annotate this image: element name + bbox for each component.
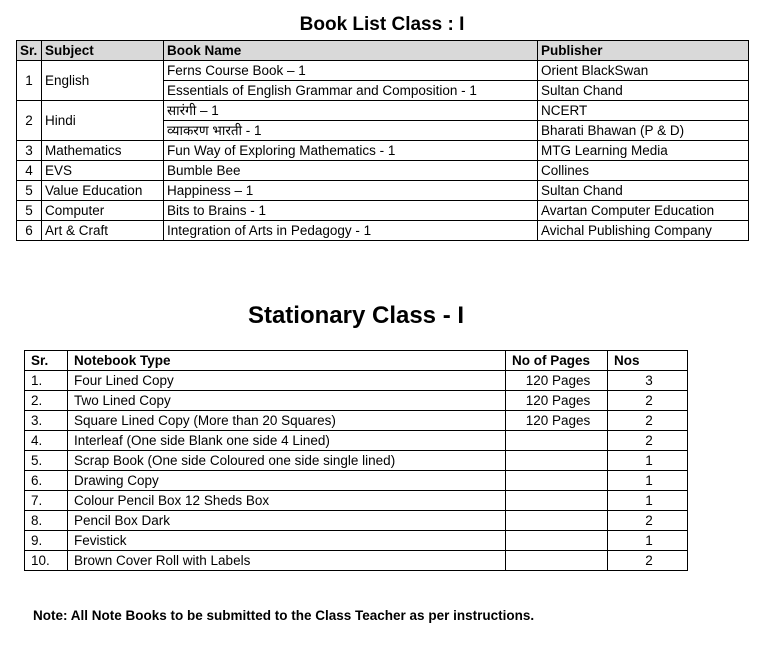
stationary-pages: 120 Pages [506, 391, 608, 411]
book-sr: 2 [17, 101, 42, 141]
stationary-pages: 120 Pages [506, 371, 608, 391]
stationary-row [25, 391, 688, 411]
book-row [17, 221, 749, 241]
book-row [17, 141, 749, 161]
stationary-nos: 3 [608, 371, 688, 391]
stationary-notebook-type: Scrap Book (One side Coloured one side single lined) [68, 451, 506, 471]
stationary-nos: 2 [608, 551, 688, 571]
book-sr: 1 [17, 61, 42, 101]
stationary-row [25, 491, 688, 511]
book-row [17, 101, 749, 121]
book-name: Integration of Arts in Pedagogy - 1 [164, 221, 538, 241]
book-name: Bits to Brains - 1 [164, 201, 538, 221]
book-name: सारंगी – 1 [164, 101, 538, 121]
book-row [17, 161, 749, 181]
stationary-sr: 2. [25, 391, 68, 411]
header-sr: Sr. [17, 41, 42, 61]
stationary-pages [506, 431, 608, 451]
book-publisher: Avartan Computer Education [538, 201, 749, 221]
book-row [17, 61, 749, 81]
book-name: Ferns Course Book – 1 [164, 61, 538, 81]
stationary-nos: 1 [608, 491, 688, 511]
book-publisher: Sultan Chand [538, 181, 749, 201]
book-subject: English [42, 61, 164, 101]
stationary-table [24, 350, 688, 571]
book-name: Happiness – 1 [164, 181, 538, 201]
book-publisher: NCERT [538, 101, 749, 121]
stationary-sr: 8. [25, 511, 68, 531]
book-sr: 3 [17, 141, 42, 161]
stationary-title: Stationary Class - I [247, 302, 465, 329]
book-row [17, 181, 749, 201]
header-subject: Subject [42, 41, 164, 61]
stationary-pages [506, 471, 608, 491]
stationary-pages [506, 451, 608, 471]
book-publisher: Bharati Bhawan (P & D) [538, 121, 749, 141]
stationary-sr: 4. [25, 431, 68, 451]
stationary-pages [506, 531, 608, 551]
book-sr: 4 [17, 161, 42, 181]
footer-note: Note: All Note Books to be submitted to the Class Teacher as per instructions. [33, 608, 535, 623]
stationary-nos: 2 [608, 511, 688, 531]
stationary-pages [506, 551, 608, 571]
book-list-header-row [17, 41, 749, 61]
stationary-pages: 120 Pages [506, 411, 608, 431]
book-sr: 5 [17, 181, 42, 201]
stationary-nos: 1 [608, 531, 688, 551]
stationary-sr: 9. [25, 531, 68, 551]
book-row [17, 201, 749, 221]
stationary-sr: 1. [25, 371, 68, 391]
header-book-name: Book Name [164, 41, 538, 61]
book-publisher: Sultan Chand [538, 81, 749, 101]
stationary-row [25, 451, 688, 471]
stationary-nos: 1 [608, 451, 688, 471]
book-publisher: Orient BlackSwan [538, 61, 749, 81]
stationary-sr: 6. [25, 471, 68, 491]
stationary-header-row [25, 351, 688, 371]
book-name: Essentials of English Grammar and Composition - 1 [164, 81, 538, 101]
stationary-notebook-type: Brown Cover Roll with Labels [68, 551, 506, 571]
stationary-notebook-type: Two Lined Copy [68, 391, 506, 411]
book-name: Bumble Bee [164, 161, 538, 181]
book-name: व्याकरण भारती - 1 [164, 121, 538, 141]
book-subject: Value Education [42, 181, 164, 201]
book-publisher: Collines [538, 161, 749, 181]
book-sr: 6 [17, 221, 42, 241]
header-no-of-pages: No of Pages [506, 351, 608, 371]
header-sr: Sr. [25, 351, 68, 371]
stationary-nos: 1 [608, 471, 688, 491]
stationary-row [25, 511, 688, 531]
book-sr: 5 [17, 201, 42, 221]
stationary-notebook-type: Drawing Copy [68, 471, 506, 491]
stationary-notebook-type: Pencil Box Dark [68, 511, 506, 531]
stationary-sr: 10. [25, 551, 68, 571]
stationary-notebook-type: Colour Pencil Box 12 Sheds Box [68, 491, 506, 511]
stationary-row [25, 431, 688, 451]
stationary-nos: 2 [608, 411, 688, 431]
stationary-notebook-type: Four Lined Copy [68, 371, 506, 391]
stationary-sr: 7. [25, 491, 68, 511]
header-publisher: Publisher [538, 41, 749, 61]
book-subject: Computer [42, 201, 164, 221]
stationary-row [25, 411, 688, 431]
stationary-pages [506, 511, 608, 531]
header-nos: Nos [608, 351, 688, 371]
stationary-notebook-type: Fevistick [68, 531, 506, 551]
stationary-sr: 5. [25, 451, 68, 471]
stationary-row [25, 371, 688, 391]
book-publisher: Avichal Publishing Company [538, 221, 749, 241]
stationary-row [25, 531, 688, 551]
book-subject: EVS [42, 161, 164, 181]
stationary-notebook-type: Square Lined Copy (More than 20 Squares) [68, 411, 506, 431]
stationary-nos: 2 [608, 391, 688, 411]
book-subject: Hindi [42, 101, 164, 141]
stationary-nos: 2 [608, 431, 688, 451]
book-subject: Art & Craft [42, 221, 164, 241]
stationary-notebook-type: Interleaf (One side Blank one side 4 Lined) [68, 431, 506, 451]
book-subject: Mathematics [42, 141, 164, 161]
header-notebook-type: Notebook Type [68, 351, 506, 371]
stationary-row [25, 471, 688, 491]
book-list-title: Book List Class : I [299, 14, 465, 35]
book-name: Fun Way of Exploring Mathematics - 1 [164, 141, 538, 161]
book-publisher: MTG Learning Media [538, 141, 749, 161]
book-list-table [16, 40, 749, 241]
stationary-row [25, 551, 688, 571]
stationary-sr: 3. [25, 411, 68, 431]
stationary-pages [506, 491, 608, 511]
